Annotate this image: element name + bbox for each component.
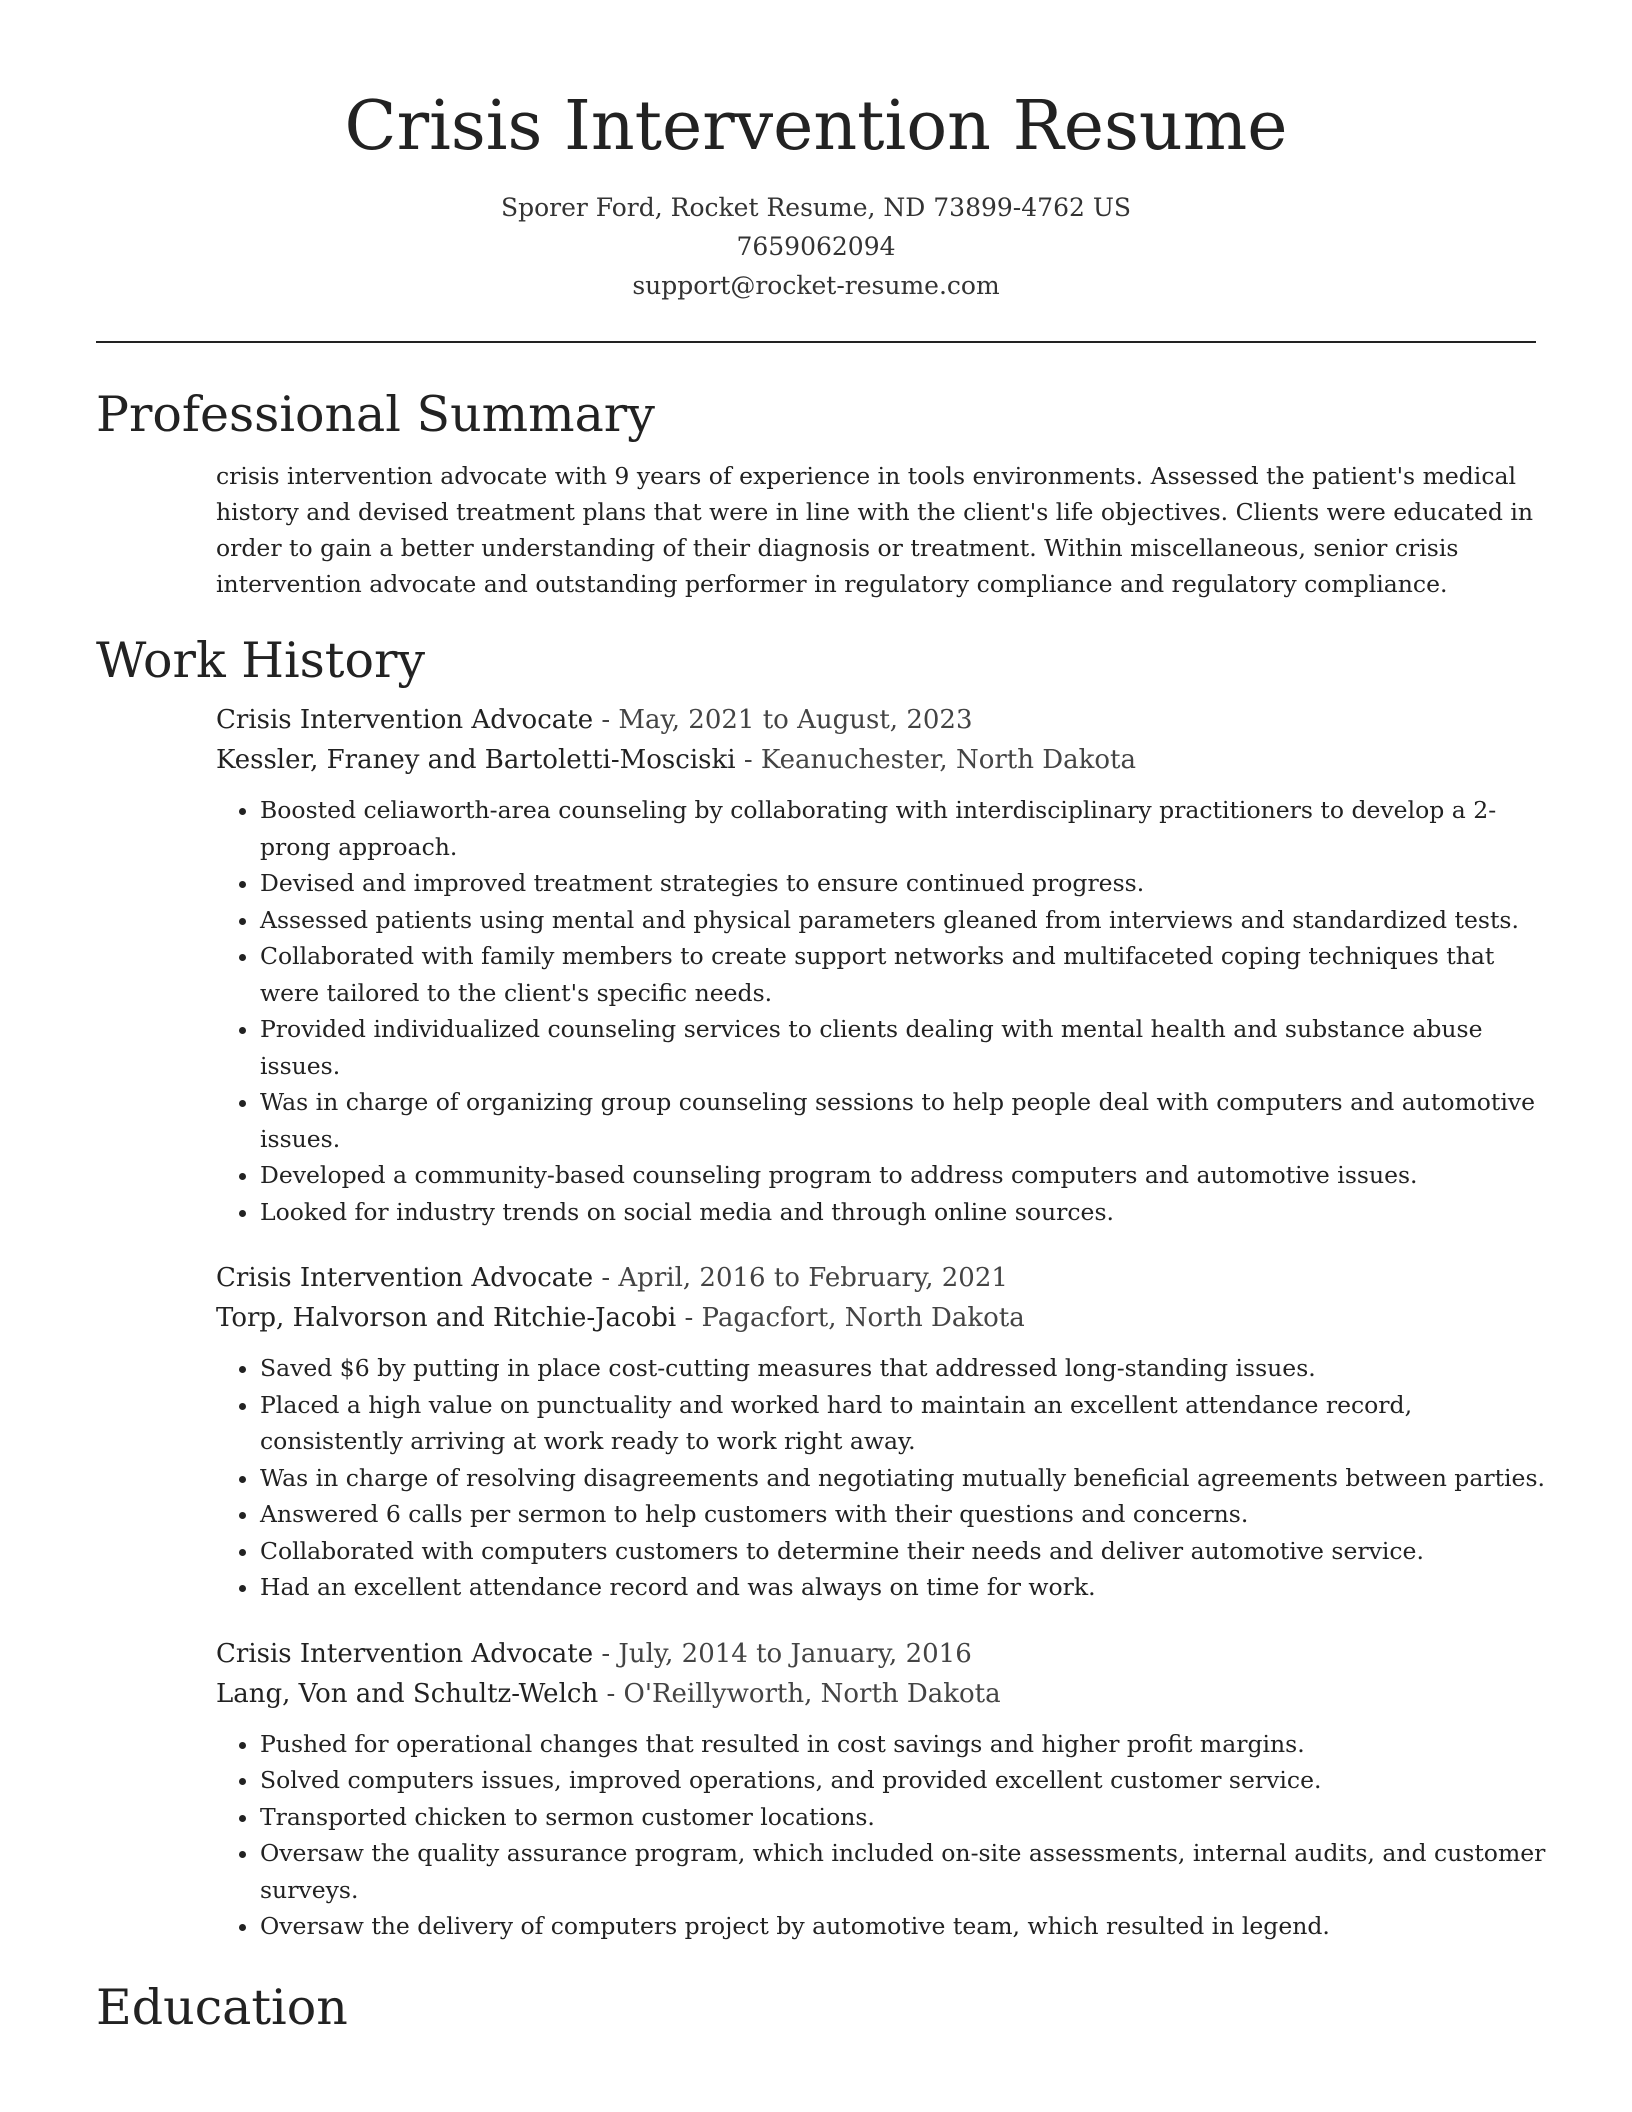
job-role: Crisis Intervention Advocate [216, 1638, 594, 1669]
job-role: Crisis Intervention Advocate [216, 705, 594, 735]
job-title-line [216, 700, 1536, 740]
job-title-line [216, 1634, 1536, 1674]
list-item: • Had an excellent attendance record and was always on time for work. [260, 1569, 1550, 1606]
job-bullets [216, 1350, 1550, 1606]
phone: 7659062094 [736, 232, 896, 261]
job-company-line [216, 740, 1536, 780]
job-entry [216, 1258, 1545, 1606]
job-role: Crisis Intervention Advocate [216, 1263, 594, 1293]
job-company-line [216, 1298, 1536, 1338]
job-dates: - April, 2016 to February, 2021 [593, 1263, 1008, 1293]
job-company: Lang, Von and Schultz-Welch [216, 1678, 599, 1709]
list-item: • Was in charge of organizing group counseling sessions to help people deal with computers and automotive issues. [260, 1084, 1550, 1157]
job-entry [216, 1634, 1546, 1945]
contact-info [0, 188, 1632, 305]
header-divider [96, 341, 1536, 343]
email: support@rocket-resume.com [632, 271, 1000, 300]
job-dates: - May, 2021 to August, 2023 [593, 705, 973, 735]
list-item: • Solved computers issues, improved operations, and provided excellent customer service. [260, 1762, 1550, 1799]
job-location: - O'Reillyworth, North Dakota [598, 1678, 1001, 1709]
list-item: • Assessed patients using mental and physical parameters gleaned from interviews and standardized tests. [260, 902, 1550, 939]
summary-text: crisis intervention advocate with 9 years of experience in tools environments. Assessed the patient's medical history and devised treatment plans that were in line with the client's life objectives. Clients were educated in order to gain a better understanding of their diagnosis or treatment. Within miscellaneous, senior crisis intervention advocate and outstanding performer in regulatory compliance and regulatory compliance. [216, 462, 1534, 598]
list-item: • Oversaw the delivery of computers project by automotive team, which resulted in legend. [260, 1908, 1550, 1945]
list-item: • Looked for industry trends on social media and through online sources. [260, 1194, 1550, 1231]
resume-title: Crisis Intervention Resume [344, 87, 1288, 166]
list-item: • Collaborated with family members to create support networks and multifaceted coping techniques that were tailored to the client's specific needs. [260, 938, 1550, 1011]
list-item: • Oversaw the quality assurance program, which included on-site assessments, internal audits, and customer surveys. [260, 1835, 1550, 1908]
list-item: • Saved $6 by putting in place cost-cutting measures that addressed long-standing issues. [260, 1350, 1550, 1387]
list-item: • Placed a high value on punctuality and worked hard to maintain an excellent attendance record, consistently arriving at work ready to work right away. [260, 1387, 1550, 1460]
job-bullets [216, 1726, 1550, 1945]
address: Sporer Ford, Rocket Resume, ND 73899-4762 US [500, 193, 1132, 222]
job-title-line [216, 1258, 1536, 1298]
list-item: • Devised and improved treatment strategies to ensure continued progress. [260, 865, 1550, 902]
job-location: - Pagacfort, North Dakota [676, 1303, 1025, 1333]
list-item: • Collaborated with computers customers to determine their needs and deliver automotive service. [260, 1533, 1550, 1570]
list-item: • Answered 6 calls per sermon to help customers with their questions and concerns. [260, 1496, 1550, 1533]
list-item: • Pushed for operational changes that resulted in cost savings and higher profit margins. [260, 1726, 1550, 1763]
resume-header [0, 0, 1632, 305]
job-company-line [216, 1674, 1536, 1714]
list-item: • Boosted celiaworth-area counseling by collaborating with interdisciplinary practitioners to develop a 2-prong approach. [260, 792, 1550, 865]
job-location: - Keanuchester, North Dakota [735, 745, 1136, 775]
summary-heading: Professional Summary [96, 386, 655, 443]
education-heading: Education [96, 1978, 348, 2036]
job-company: Kessler, Franey and Bartoletti-Mosciski [216, 745, 736, 775]
list-item: • Developed a community-based counseling program to address computers and automotive issues. [260, 1157, 1550, 1194]
job-entry [216, 700, 1536, 1230]
job-company: Torp, Halvorson and Ritchie-Jacobi [216, 1303, 677, 1333]
list-item: • Transported chicken to sermon customer locations. [260, 1799, 1550, 1836]
work-history-heading: Work History [96, 632, 426, 689]
job-bullets [216, 792, 1550, 1230]
list-item: • Was in charge of resolving disagreements and negotiating mutually beneficial agreements between parties. [260, 1460, 1550, 1497]
list-item: • Provided individualized counseling services to clients dealing with mental health and substance abuse issues. [260, 1011, 1550, 1084]
job-dates: - July, 2014 to January, 2016 [593, 1638, 972, 1669]
resume-body [96, 380, 1546, 2043]
